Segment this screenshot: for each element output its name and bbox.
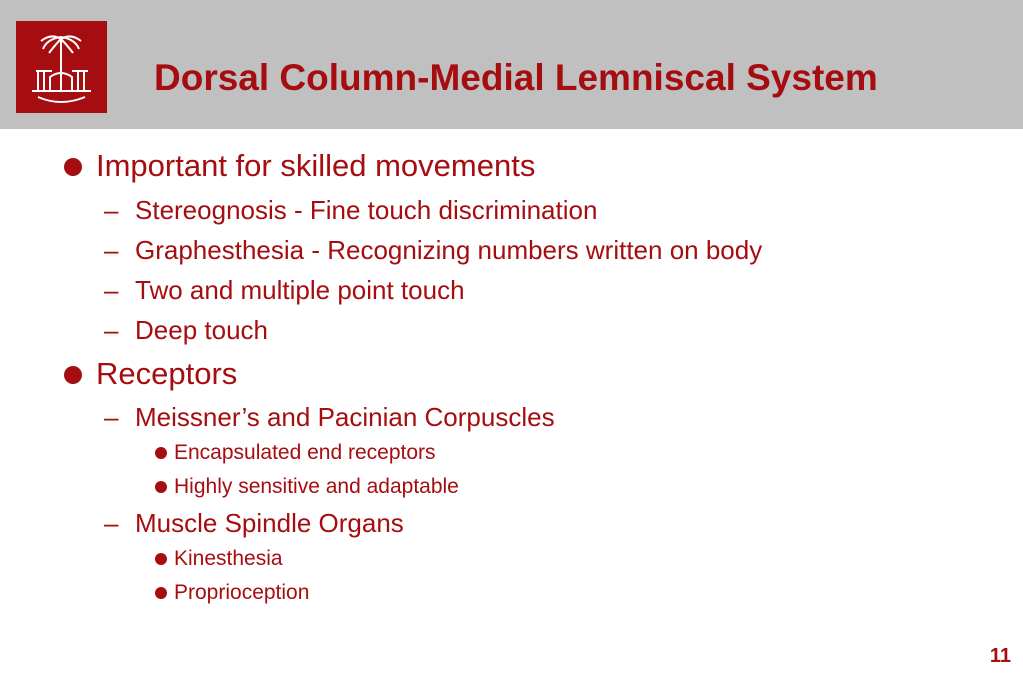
dash-icon: –: [104, 235, 119, 265]
sub-bullet-text: Deep touch: [135, 315, 268, 345]
sub-bullet-text: Graphesthesia - Recognizing numbers written on body: [135, 235, 763, 265]
dash-icon: –: [104, 402, 119, 432]
sub-sub-bullet-text: Encapsulated end receptors: [174, 441, 436, 464]
slide-title: Dorsal Column-Medial Lemniscal System: [154, 57, 878, 98]
dash-icon: –: [104, 508, 119, 538]
small-bullet-dot-icon: [155, 481, 167, 493]
small-bullet-dot-icon: [155, 553, 167, 565]
small-bullet-dot-icon: [155, 587, 167, 599]
page-number: 11: [989, 645, 1011, 667]
dash-icon: –: [104, 275, 119, 305]
bullet-text: Important for skilled movements: [96, 148, 536, 183]
sub-bullet-text: Two and multiple point touch: [135, 275, 465, 305]
sub-sub-bullet-text: Highly sensitive and adaptable: [174, 475, 459, 498]
dash-icon: –: [104, 195, 119, 225]
dash-icon: –: [104, 315, 119, 345]
bullet-dot-icon: [64, 158, 82, 176]
sub-sub-bullet-text: Kinesthesia: [174, 547, 283, 570]
bullet-text: Receptors: [96, 356, 238, 391]
bullet-dot-icon: [64, 366, 82, 384]
sub-bullet-text: Stereognosis - Fine touch discrimination: [135, 195, 598, 225]
small-bullet-dot-icon: [155, 447, 167, 459]
sub-bullet-text: Muscle Spindle Organs: [135, 508, 404, 538]
sub-bullet-text: Meissner’s and Pacinian Corpuscles: [135, 402, 555, 432]
sub-sub-bullet-text: Proprioception: [174, 581, 310, 604]
